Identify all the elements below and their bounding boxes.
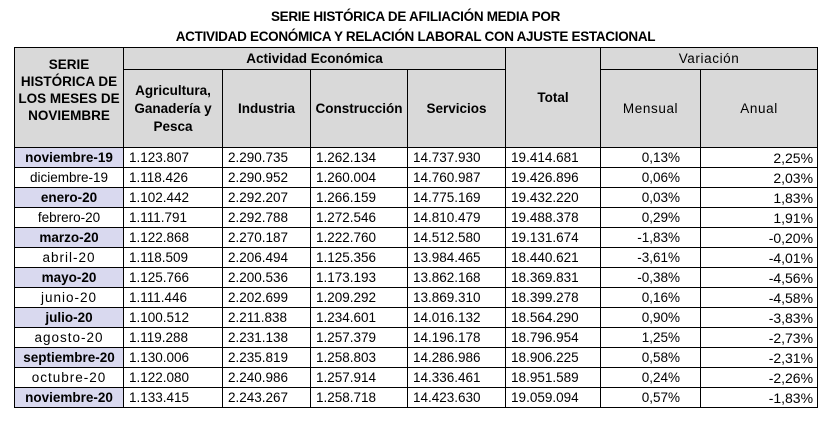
cell-servicios: 14.336.461 <box>408 368 506 388</box>
cell-industria: 2.231.138 <box>223 328 311 348</box>
cell-industria: 2.292.207 <box>223 188 311 208</box>
header-anual: Anual <box>701 70 818 148</box>
cell-total: 18.440.621 <box>506 248 601 268</box>
cell-month: mayo-20 <box>15 268 124 288</box>
header-servicios: Servicios <box>408 70 506 148</box>
header-mensual: Mensual <box>601 70 701 148</box>
header-serie: SERIE HISTÓRICA DE LOS MESES DE NOVIEMBRE <box>15 48 124 148</box>
cell-construccion: 1.173.193 <box>311 268 408 288</box>
cell-construccion: 1.257.379 <box>311 328 408 348</box>
cell-agricultura: 1.133.415 <box>124 388 223 408</box>
cell-month: octubre-20 <box>15 368 124 388</box>
table-row <box>15 348 818 368</box>
cell-month: septiembre-20 <box>15 348 124 368</box>
cell-construccion: 1.260.004 <box>311 168 408 188</box>
table-row <box>15 288 818 308</box>
cell-industria: 2.290.952 <box>223 168 311 188</box>
cell-servicios: 14.423.630 <box>408 388 506 408</box>
table-row <box>15 228 818 248</box>
cell-agricultura: 1.122.080 <box>124 368 223 388</box>
cell-total: 19.131.674 <box>506 228 601 248</box>
cell-anual: -2,26% <box>701 368 818 388</box>
cell-servicios: 14.286.986 <box>408 348 506 368</box>
cell-mensual: 0,90% <box>601 308 701 328</box>
cell-month: noviembre-19 <box>15 148 124 168</box>
cell-anual: 2,25% <box>701 148 818 168</box>
affiliation-table <box>14 47 818 408</box>
table-row <box>15 168 818 188</box>
table-row <box>15 208 818 228</box>
table-row <box>15 308 818 328</box>
cell-month: noviembre-20 <box>15 388 124 408</box>
cell-construccion: 1.234.601 <box>311 308 408 328</box>
cell-construccion: 1.258.803 <box>311 348 408 368</box>
cell-industria: 2.200.536 <box>223 268 311 288</box>
cell-month: febrero-20 <box>15 208 124 228</box>
cell-mensual: -0,38% <box>601 268 701 288</box>
cell-anual: -0,20% <box>701 228 818 248</box>
cell-construccion: 1.257.914 <box>311 368 408 388</box>
cell-anual: 1,83% <box>701 188 818 208</box>
cell-total: 19.059.094 <box>506 388 601 408</box>
cell-anual: 1,91% <box>701 208 818 228</box>
cell-anual: 2,03% <box>701 168 818 188</box>
cell-agricultura: 1.130.006 <box>124 348 223 368</box>
cell-anual: -1,83% <box>701 388 818 408</box>
cell-mensual: 0,16% <box>601 288 701 308</box>
cell-month: enero-20 <box>15 188 124 208</box>
cell-agricultura: 1.122.868 <box>124 228 223 248</box>
table-row <box>15 328 818 348</box>
cell-mensual: 0,03% <box>601 188 701 208</box>
cell-servicios: 14.196.178 <box>408 328 506 348</box>
cell-total: 19.488.378 <box>506 208 601 228</box>
cell-agricultura: 1.100.512 <box>124 308 223 328</box>
cell-total: 19.426.896 <box>506 168 601 188</box>
cell-industria: 2.240.986 <box>223 368 311 388</box>
cell-construccion: 1.272.546 <box>311 208 408 228</box>
cell-agricultura: 1.119.288 <box>124 328 223 348</box>
cell-total: 18.564.290 <box>506 308 601 328</box>
cell-servicios: 13.862.168 <box>408 268 506 288</box>
cell-month: junio-20 <box>15 288 124 308</box>
header-construccion: Construcción <box>311 70 408 148</box>
cell-total: 18.951.589 <box>506 368 601 388</box>
cell-construccion: 1.125.356 <box>311 248 408 268</box>
cell-month: agosto-20 <box>15 328 124 348</box>
header-variacion: Variación <box>601 48 818 70</box>
header-industria: Industria <box>223 70 311 148</box>
cell-servicios: 14.760.987 <box>408 168 506 188</box>
cell-anual: -2,73% <box>701 328 818 348</box>
cell-total: 19.432.220 <box>506 188 601 208</box>
table-title-line-1: SERIE HISTÓRICA DE AFILIACIÓN MEDIA POR <box>270 9 561 24</box>
cell-mensual: -3,61% <box>601 248 701 268</box>
cell-industria: 2.235.819 <box>223 348 311 368</box>
cell-month: julio-20 <box>15 308 124 328</box>
cell-agricultura: 1.102.442 <box>124 188 223 208</box>
cell-agricultura: 1.125.766 <box>124 268 223 288</box>
cell-construccion: 1.209.292 <box>311 288 408 308</box>
cell-servicios: 14.810.479 <box>408 208 506 228</box>
cell-industria: 2.270.187 <box>223 228 311 248</box>
cell-anual: -3,83% <box>701 308 818 328</box>
table-body <box>15 148 818 408</box>
cell-anual: -4,01% <box>701 248 818 268</box>
cell-mensual: 0,58% <box>601 348 701 368</box>
cell-anual: -4,56% <box>701 268 818 288</box>
table-title-line-2: ACTIVIDAD ECONÓMICA Y RELACIÓN LABORAL CON AJUSTE ESTACIONAL <box>175 29 656 44</box>
cell-mensual: 0,29% <box>601 208 701 228</box>
cell-agricultura: 1.111.791 <box>124 208 223 228</box>
cell-industria: 2.202.699 <box>223 288 311 308</box>
cell-industria: 2.206.494 <box>223 248 311 268</box>
cell-anual: -2,31% <box>701 348 818 368</box>
cell-anual: -4,58% <box>701 288 818 308</box>
table-row <box>15 368 818 388</box>
cell-total: 19.414.681 <box>506 148 601 168</box>
cell-agricultura: 1.123.807 <box>124 148 223 168</box>
cell-construccion: 1.262.134 <box>311 148 408 168</box>
cell-industria: 2.290.735 <box>223 148 311 168</box>
cell-mensual: 0,24% <box>601 368 701 388</box>
table-row <box>15 268 818 288</box>
cell-industria: 2.211.838 <box>223 308 311 328</box>
table-row <box>15 188 818 208</box>
cell-industria: 2.243.267 <box>223 388 311 408</box>
cell-servicios: 14.737.930 <box>408 148 506 168</box>
cell-servicios: 13.984.465 <box>408 248 506 268</box>
header-agricultura: Agricultura, Ganadería y Pesca <box>124 70 223 148</box>
cell-mensual: 1,25% <box>601 328 701 348</box>
cell-mensual: 0,06% <box>601 168 701 188</box>
cell-construccion: 1.222.760 <box>311 228 408 248</box>
cell-servicios: 13.869.310 <box>408 288 506 308</box>
table-row <box>15 148 818 168</box>
cell-servicios: 14.512.580 <box>408 228 506 248</box>
cell-mensual: 0,13% <box>601 148 701 168</box>
table-row <box>15 248 818 268</box>
cell-month: abril-20 <box>15 248 124 268</box>
cell-total: 18.399.278 <box>506 288 601 308</box>
cell-servicios: 14.016.132 <box>408 308 506 328</box>
cell-mensual: 0,57% <box>601 388 701 408</box>
header-actividad-economica: Actividad Económica <box>124 48 506 70</box>
cell-servicios: 14.775.169 <box>408 188 506 208</box>
cell-construccion: 1.258.718 <box>311 388 408 408</box>
cell-agricultura: 1.118.509 <box>124 248 223 268</box>
cell-total: 18.796.954 <box>506 328 601 348</box>
table-row <box>15 388 818 408</box>
cell-total: 18.906.225 <box>506 348 601 368</box>
cell-agricultura: 1.118.426 <box>124 168 223 188</box>
cell-agricultura: 1.111.446 <box>124 288 223 308</box>
cell-month: diciembre-19 <box>15 168 124 188</box>
cell-construccion: 1.266.159 <box>311 188 408 208</box>
cell-month: marzo-20 <box>15 228 124 248</box>
cell-mensual: -1,83% <box>601 228 701 248</box>
cell-industria: 2.292.788 <box>223 208 311 228</box>
cell-total: 18.369.831 <box>506 268 601 288</box>
header-total: Total <box>506 48 601 148</box>
